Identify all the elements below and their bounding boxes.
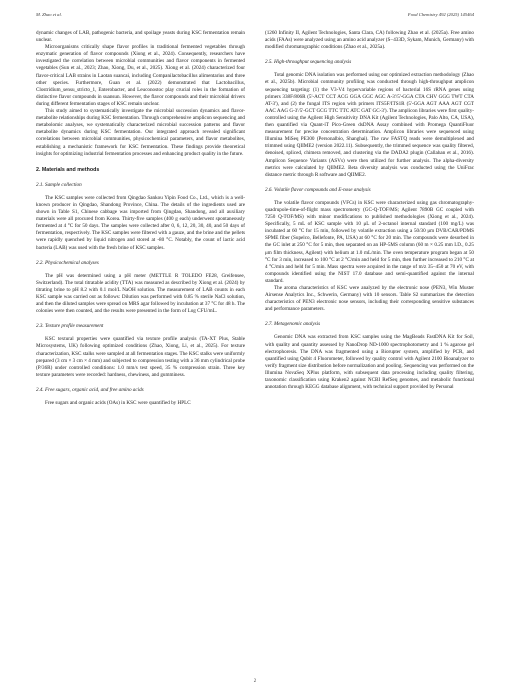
paragraph: This study aimed to systematically investigate the microbial succession dynamics and flavor-metabolite relationships during KSC fermentation. Through comprehensive amplicon sequencing and metabolomic analyses, we systematically characterized microbial succession patterns and flavor metabolite dynamics during KSC fermentation. Our integrated approach revealed significant correlations between microbial communities, physicochemical parameters, and flavor metabolites, establishing a mechanistic framework for KSC fermentation. These findings provide theoretical insights for optimizing industrial fermentation processes and enhancing product quality in the future. [36, 108, 245, 157]
paragraph: Total genomic DNA isolation was performed using our optimized extraction methodology (Zhao et al., 2025b). Microbial community profiling was conducted through high-throughput amplicon sequencing targeting: (1) the V3-V4 hypervariable regions of bacterial 16S rRNA genes using primers 338F/806R (5'-ACT CCT ACG GGA GGC AGC A-3'/5'-GGA CTA CHV GGG TWT CTA AT-3'), and (2) the fungal ITS region with primers ITS5F/ITS1R (5'-GGA AGT AAA AGT CGT AAC AAG G-3'/5'-GCT GCG TTC TTC ATC GAT GC-3'). The amplicon libraries were first quality-controlled using the Agilent High Sensitivity DNA Kit (Agilent Technologies, Palo Alto, CA, USA), then quantified via Quant-iT Pico-Green dsDNA Assay combined with Promega QuantiFluor measurement for precise concentration determination. Amplicon libraries were sequenced using Illumina MiSeq PE300 (Personalbio, Shanghai). The raw FASTQ reads were demultiplexed and trimmed using QIIME2 (version 2022.11). Subsequently, the trimmed sequence was quality filtered, denoised, spliced, chimera removed, and clustering via the DADA2 plugin (Callahan et al., 2016). Amplicon Sequence Variants (ASVs) were then utilized for further analysis. The alpha-diversity metrics were calculated by QIIME2. Beta diversity analysis was conducted using the UniFrac distance metric through R software and QIIME2. [265, 72, 474, 178]
paragraph: Genomic DNA was extracted from KSC samples using the MagBeads FastDNA Kit for Soil, with quality and quantity assessed by NanoDrop ND-1000 spectrophotometry and 1 % agarose gel electrophoresis. The DNA was fragmented using a Biorupter system, amplified by PCR, and quantified using Qubit 4 Fluorometer, followed by quality control with Agilent 2100 Bioanalyzer to verify fragment size distribution before normalization and pooling. Sequencing was performed on the Illumina NovaSeq XPlus platform, with subsequent data processing including quality filtering, taxonomic classification using Kraken2 against NCBI RefSeq genomes, and metabolic functional annotation through KEGG database alignment, with technical support provided by Personal [265, 334, 474, 391]
paragraph: (1260 Infinity II, Agilent Technologies, Santa Clara, CA) following Zhao et al. (2025a). Free amino acids (FAAs) were analyzed using an amino acid analyzer (S−433D, Sykam, Munich, Germany) with modified chromatographic conditions (Zhao et al., 2025a). [265, 30, 474, 51]
header-authors: M. Zhao et al. [36, 12, 62, 17]
left-column [36, 30, 245, 407]
paragraph: The aroma characteristics of KSC were analyzed by the electronic nose (PEN3, Win Muster Airsense Analytics Inc., Schwerin, Germany) with 10 sensors. Table S2 summarizes the detection characteristics of PEN3 electronic nose sensors, including their corresponding sensitive substances and performance parameters. [265, 285, 474, 313]
paragraph: The KSC samples were collected from Qingdao Sankou Yipin Food Co., Ltd., which is a well-known producer in Qingdao, Shandong Province, China. The details of the ingredients used are shown in Table S1, Chinese cabbage was imported from Qingdao, Shandong, and all auxiliary materials were all procured from Korea. Thirty-five samples (400 g each) underwent spontaneously fermented at 4 °C for 50 days. The samples were collected after 0, 6, 12, 20, 30, 40, and 50 days of fermentation, respectively. The KSC samples were filtered with a gauze, and the brine and the pellets were rapidly quenched by liquid nitrogen and stored at -80 °C. Notably, the count of lactic acid bacteria (LAB) was used with the fresh brine of KSC samples. [36, 194, 245, 251]
paragraph: The pH was determined using a pH meter (METTLE R TOLEDO FE28, Greifensee, Switzerland). The total titratable acidity (TTA) was measured as described by Xiong et al. (2024) by titrating brine to pH 8.2 with 0.1 mol/L NaOH solution. The measurement of LAB counts in each KSC sample was carried out as follows: Dilution was performed with 0.85 % sterile NaCl solution, and then the diluted samples were spread on MRS agar followed by incubation at 37 °C for 48 h. The colonies were then counted, and the results were presented in the form of Log CFU/mL. [36, 272, 245, 315]
subsection-heading: 2.7. Metagenomic analysis [265, 321, 321, 328]
subsection-heading: 2.4. Free sugars, organic acid, and free amino acids [36, 386, 144, 393]
paragraph: Free sugars and organic acids (OAs) in KSC were quantified by HPLC [45, 400, 191, 407]
subsection-heading: 2.6. Volatile flavor compounds and E-nose analysis [265, 186, 371, 193]
subsection-heading: 2.3. Texture profile measurement [36, 323, 104, 330]
header-journal: Food Chemistry 492 (2025) 145464 [407, 12, 474, 17]
paragraph: dynamic changes of LAB, pathogenic bacteria, and spoilage yeasts during KSC fermentation remain unclear. [36, 30, 245, 44]
subsection-heading: 2.2. Physicochemical analyses [36, 259, 99, 266]
page-number: 2 [253, 679, 257, 684]
right-column [265, 30, 474, 391]
subsection-heading: 2.5. High-throughput sequencing analysis [265, 59, 352, 66]
paragraph: KSC textural properties were quantified via texture profile analysis (TA-XT Plus, Stable Microsystems, UK) following optimized conditions (Zhao, Xiong, Li, et al., 2025). For texture characterization, KSC stalks were sampled at all fermentation stages. The KSC stalks were uniformly prepared (3 cm × 3 cm × 4 mm) and subjected to compression testing with a 36 mm cylindrical probe (P/36R) under controlled conditions: 1.0 mm/s test speed, 35 % compression strain. Three key texture parameters were recorded: hardness, chewiness, and gumminess. [36, 336, 245, 378]
paragraph: The volatile flavor compounds (VFCs) in KSC were characterized using gas chromatography-quadrupole-time-of-flight mass spectrometry (GC-Q-TOF/MS; Agilent 7890B GC coupled with 7250 Q-TOF/MS) with minor modifications to published methodologies (Xiong et al., 2024). Specifically, 5 mL of KSC sample with 10 μL of 2-octanol internal standard (100 mg/L) was incubated at 60 °C for 15 min, followed by volatile extraction using a 50/30 μm DVB/CAR/PDMS SPME fiber (Supelco, Bellefonte, PA, USA) at 60 °C for 20 min. The compounds were desorbed in the GC inlet at 250 °C for 5 min, then separated on an HP-5MS column (60 m × 0.25 mm I.D., 0.25 μm film thickness, Agilent) with helium at 1.0 mL/min. The oven temperature program began at 50 °C for 3 min, increased to 100 °C at 2 °C/min and held for 5 min, then further increased to 210 °C at 4 °C/min and held for 5 min. Mass spectra were acquired in the range of m/z 35–450 at 70 eV, with compounds identified using the NIST 17.0 database and semi-quantified against the internal standard. [265, 199, 474, 284]
paragraph: Microorganisms critically shape flavor profiles in traditional fermented vegetables through enzymatic generation of flavor compounds (Xiong et al., 2024). Consequently, researchers have investigated the correlation between microbial communities and flavor components in fermented vegetables (Sun et al., 2023; Zhao, Xiong, Du, et al., 2025). Xiong et al. (2024) characterized four flavor-critical LAB strains in Laotan suancai, including Companilactobacillus alimentarius and three other species. Furthermore, Guan et al. (2022) demonstrated that Lactobacillus, Clostridium_sensu_stricto_1, Enterobacter, and Leuconostoc play crucial roles in the formation of distinctive flavor compounds in suansun. However, the flavor compounds and their microbial drivers during different fermentation stages of KSC remain unclear. [36, 44, 245, 107]
subsection-heading: 2.1. Sample collection [36, 181, 82, 188]
running-header [36, 12, 474, 22]
section-heading: 2. Materials and methods [36, 166, 100, 173]
